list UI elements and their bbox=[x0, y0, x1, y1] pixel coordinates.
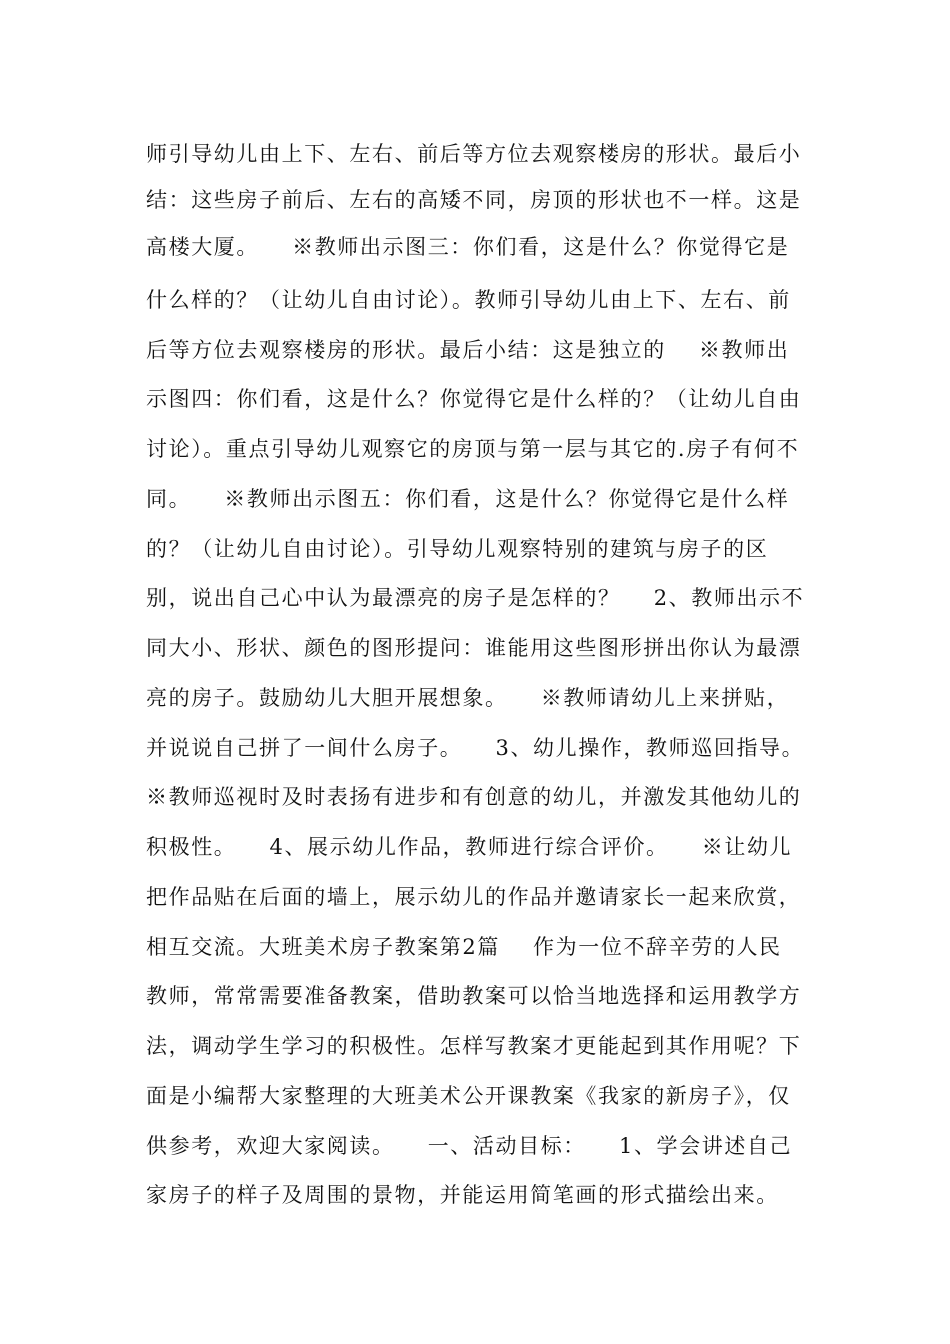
text-line: 什么样的？（让幼儿自由讨论）。教师引导幼儿由上下、左右、前 bbox=[146, 288, 791, 312]
text-line: ※教师巡视时及时表扬有进步和有创意的幼儿，并激发其他幼儿的 bbox=[146, 785, 802, 809]
text-line: 把作品贴在后面的墙上，展示幼儿的作品并邀请家长一起来欣赏， bbox=[146, 885, 802, 909]
text-line: 别，说出自己心中认为最漂亮的房子是怎样的？ 2、教师出示不 bbox=[146, 586, 805, 610]
text-line: 家房子的样子及周围的景物，并能运用简笔画的形式描绘出来。 bbox=[146, 1183, 779, 1207]
text-line: 同。 ※教师出示图五：你们看，这是什么？你觉得它是什么样 bbox=[146, 487, 790, 511]
text-line: 后等方位去观察楼房的形状。最后小结：这是独立的 ※教师出 bbox=[146, 338, 790, 362]
text-line: 相互交流。大班美术房子教案第2篇 作为一位不辞辛劳的人民 bbox=[146, 935, 782, 959]
text-line: 并说说自己拼了一间什么房子。 3、幼儿操作，教师巡回指导。 bbox=[146, 736, 805, 760]
text-line: 师引导幼儿由上下、左右、前后等方位去观察楼房的形状。最后小 bbox=[146, 142, 802, 166]
text-line: 结：这些房子前后、左右的高矮不同，房顶的形状也不一样。这是 bbox=[146, 188, 802, 212]
text-line: 高楼大厦。 ※教师出示图三：你们看，这是什么？你觉得它是 bbox=[146, 235, 790, 259]
text-line: 面是小编帮大家整理的大班美术公开课教案《我家的新房子》，仅 bbox=[146, 1084, 791, 1108]
text-line: 积极性。 4、展示幼儿作品，教师进行综合评价。 ※让幼儿 bbox=[146, 835, 793, 859]
text-line: 讨论）。重点引导幼儿观察它的房顶与第一层与其它的.房子有何不 bbox=[146, 437, 800, 461]
text-line: 法，调动学生学习的积极性。怎样写教案才更能起到其作用呢？下 bbox=[146, 1034, 802, 1058]
text-line: 教师，常常需要准备教案，借助教案可以恰当地选择和运用教学方 bbox=[146, 984, 802, 1008]
text-line: 示图四：你们看，这是什么？你觉得它是什么样的？（让幼儿自由 bbox=[146, 387, 802, 411]
text-line: 亮的房子。鼓励幼儿大胆开展想象。 ※教师请幼儿上来拼贴， bbox=[146, 686, 790, 710]
text-line: 供参考，欢迎大家阅读。 一、活动目标： 1、学会讲述自己 bbox=[146, 1134, 793, 1158]
text-line: 的？（让幼儿自由讨论）。引导幼儿观察特别的建筑与房子的区 bbox=[146, 537, 769, 561]
text-line: 同大小、形状、颜色的图形提问：谁能用这些图形拼出你认为最漂 bbox=[146, 636, 802, 660]
